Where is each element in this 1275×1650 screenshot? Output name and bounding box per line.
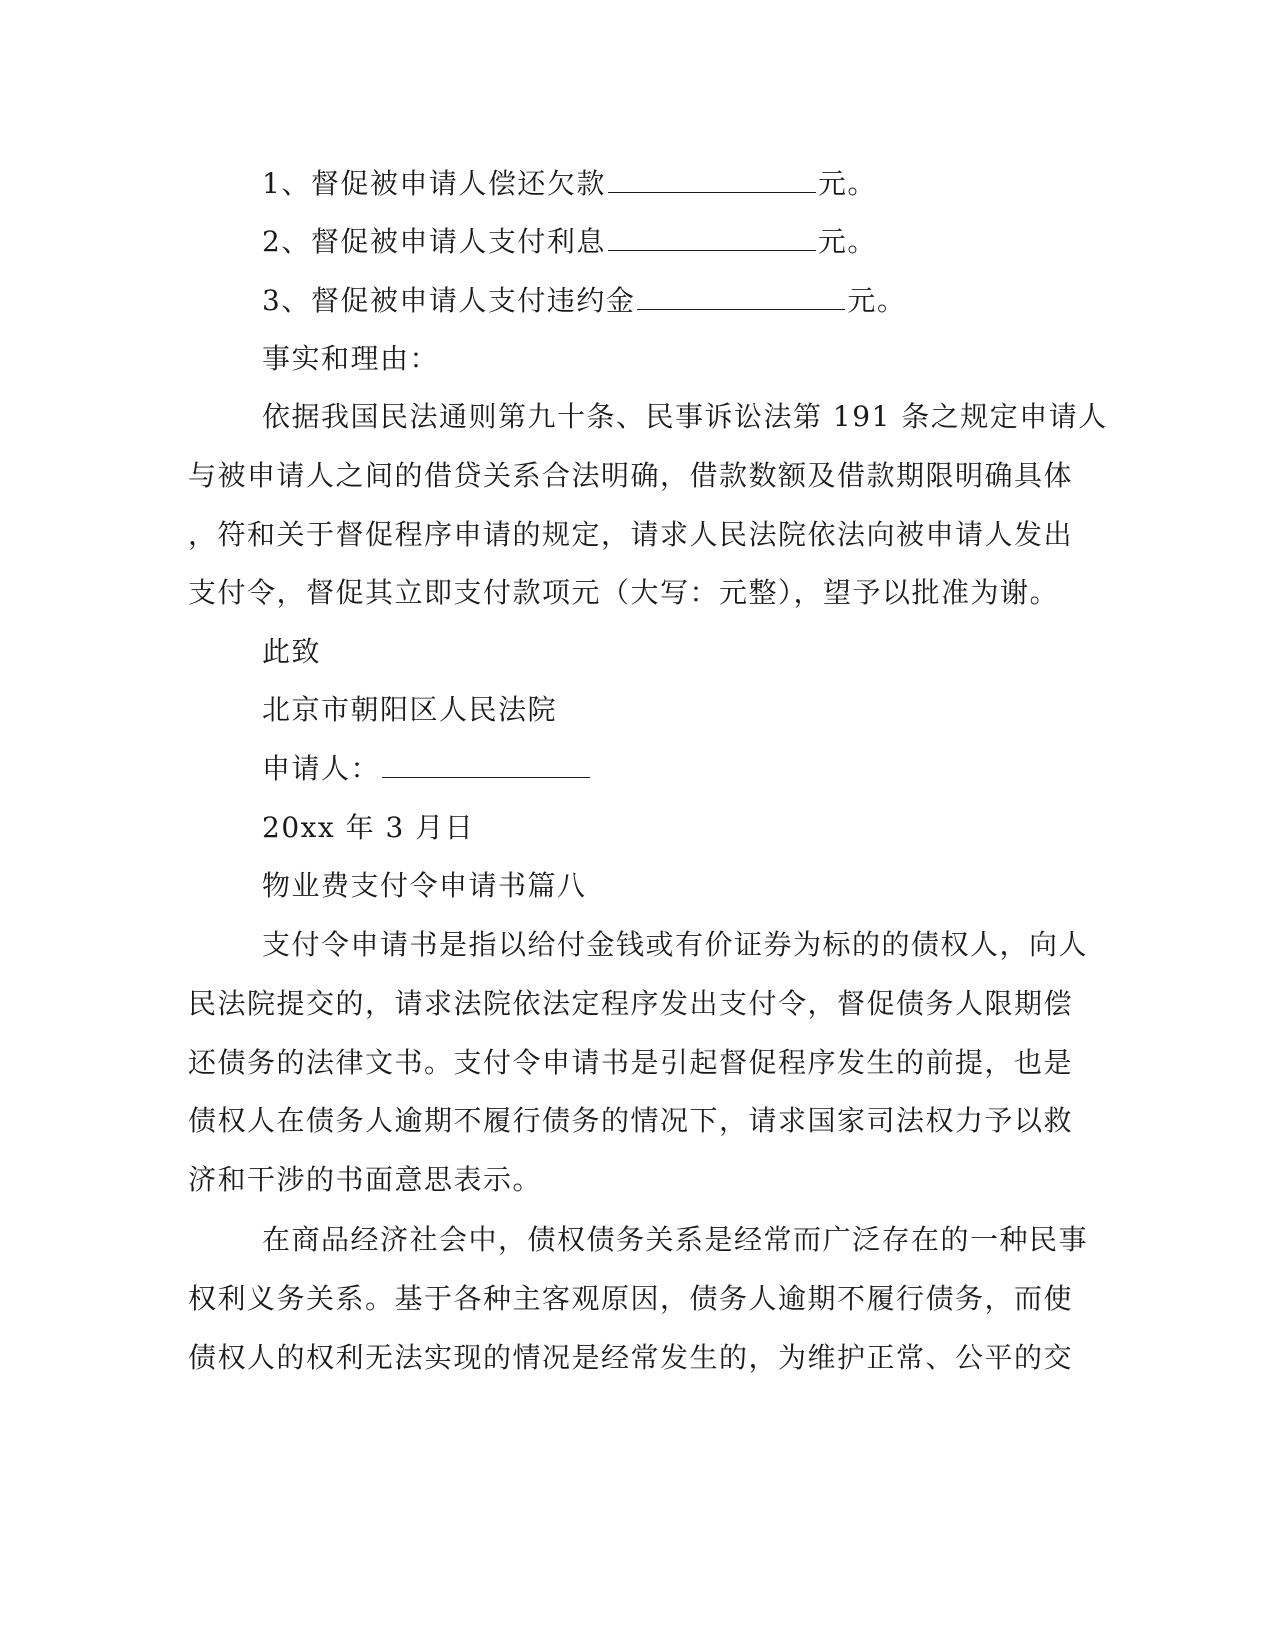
request-text: 2、督促被申请人支付利息 [262,225,606,258]
applicant-signature-line [262,749,592,789]
applicant-label: 申请人： [262,752,381,785]
request-item-1 [262,164,877,204]
facts-line-1: 依据我国民法通则第九十条、民事诉讼法第 191 条之规定申请人 [262,400,1108,433]
request-item-2 [262,222,877,262]
signature-blank [382,751,590,778]
facts-line-4: 支付令，督促其立即支付款项元（大写：元整），望予以批准为谢。 [188,576,1060,609]
facts-line-2: 与被申请人之间的借贷关系合法明确，借款数额及借款期限明确具体 [188,459,1074,492]
request-suffix: 元。 [817,167,877,200]
amount-blank [608,166,816,193]
request-text: 1、督促被申请人偿还欠款 [262,167,606,200]
intro-line-2: 民法院提交的，请求法院依法定程序发出支付令，督促债务人限期偿 [188,987,1074,1020]
request-suffix: 元。 [817,225,877,258]
section-title: 物业费支付令申请书篇八 [262,869,587,902]
intro-line-4: 债权人在债务人逾期不履行债务的情况下，请求国家司法权力予以救 [188,1104,1074,1137]
court-name: 北京市朝阳区人民法院 [262,693,558,726]
amount-blank [608,224,816,251]
economy-line-3: 债权人的权利无法实现的情况是经常发生的，为维护正常、公平的交 [188,1341,1074,1374]
request-item-3 [262,281,906,321]
intro-line-1: 支付令申请书是指以给付金钱或有价证券为标的的债权人，向人 [262,928,1089,961]
closing-salutation: 此致 [262,635,322,668]
intro-line-3: 还债务的法律文书。支付令申请书是引起督促程序发生的前提，也是 [188,1046,1074,1079]
facts-heading: 事实和理由： [262,342,440,375]
intro-line-5: 济和干涉的书面意思表示。 [188,1163,543,1196]
amount-blank [637,283,845,310]
date-line: 20xx 年 3 月日 [262,811,475,844]
request-text: 3、督促被申请人支付违约金 [262,284,636,317]
facts-line-3: ，符和关于督促程序申请的规定，请求人民法院依法向被申请人发出 [188,518,1074,551]
economy-line-2: 权利义务关系。基于各种主客观原因，债务人逾期不履行债务，而使 [188,1282,1074,1315]
economy-line-1: 在商品经济社会中，债权债务关系是经常而广泛存在的一种民事 [262,1223,1089,1256]
request-suffix: 元。 [847,284,907,317]
